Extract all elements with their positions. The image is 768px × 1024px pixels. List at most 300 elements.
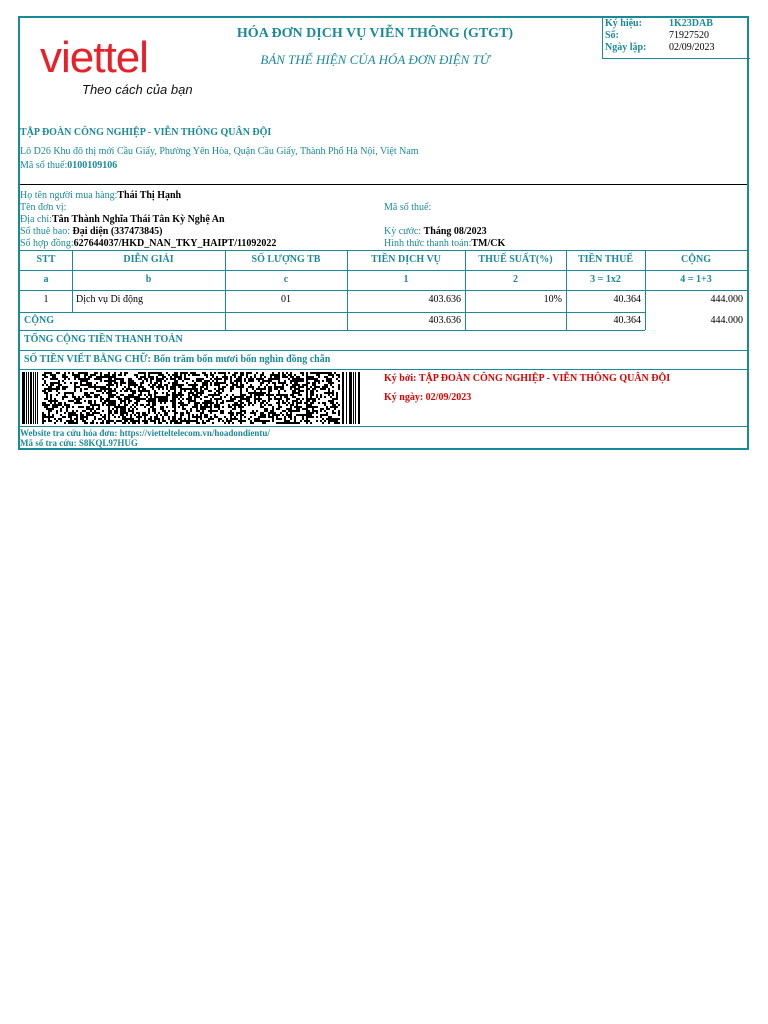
barcode-module <box>64 404 66 406</box>
buyer-contract-label: Số hợp đồng: <box>20 238 74 249</box>
barcode-module <box>192 416 194 418</box>
barcode-module <box>118 398 120 400</box>
barcode-module <box>110 400 112 402</box>
barcode-module <box>252 422 254 424</box>
barcode-module <box>94 418 96 420</box>
barcode-module <box>264 410 266 412</box>
barcode-module <box>336 378 338 380</box>
barcode-module <box>192 384 194 386</box>
barcode-module <box>276 418 278 420</box>
barcode-module <box>50 394 52 396</box>
barcode-module <box>116 410 118 412</box>
barcode-module <box>250 412 252 414</box>
barcode-module <box>242 394 244 396</box>
barcode-module <box>122 378 124 380</box>
barcode-module <box>68 400 70 402</box>
barcode-module <box>290 374 292 376</box>
barcode-module <box>104 386 106 388</box>
barcode-module <box>48 414 50 416</box>
barcode-module <box>282 410 284 412</box>
barcode-module <box>64 388 66 390</box>
barcode-module <box>54 378 56 380</box>
barcode-module <box>46 396 48 398</box>
barcode-module <box>314 386 316 388</box>
barcode-module <box>292 380 294 382</box>
barcode-module <box>86 384 88 386</box>
barcode-module <box>338 404 340 406</box>
barcode-module <box>264 408 266 410</box>
barcode-module <box>146 422 148 424</box>
barcode-module <box>90 408 92 410</box>
barcode-module <box>166 384 168 386</box>
barcode-module <box>246 398 248 400</box>
barcode-module <box>218 408 220 410</box>
barcode-module <box>290 410 292 412</box>
barcode-module <box>302 386 304 388</box>
barcode-module <box>72 400 74 402</box>
barcode-module <box>110 380 112 382</box>
barcode-module <box>332 382 334 384</box>
barcode-module <box>142 390 144 392</box>
barcode-module <box>254 390 256 392</box>
barcode-module <box>172 398 174 400</box>
barcode-module <box>44 380 46 382</box>
barcode-module <box>92 386 94 388</box>
barcode-module <box>48 390 50 392</box>
barcode-module <box>108 372 110 424</box>
barcode-module <box>74 388 76 390</box>
barcode-module <box>208 418 210 420</box>
barcode-module <box>158 412 160 414</box>
barcode-module <box>202 422 204 424</box>
barcode-module <box>196 414 198 416</box>
barcode-module <box>94 402 96 404</box>
barcode-module <box>122 380 124 382</box>
barcode-module <box>232 404 234 406</box>
barcode-module <box>140 384 142 386</box>
barcode-module <box>68 378 70 380</box>
barcode-module <box>190 408 192 410</box>
barcode-module <box>228 412 230 414</box>
barcode-module <box>60 420 62 422</box>
barcode-module <box>78 402 80 404</box>
barcode-module <box>164 400 166 402</box>
barcode-module <box>140 386 142 388</box>
barcode-module <box>92 406 94 408</box>
barcode-module <box>132 392 134 394</box>
barcode-module <box>154 416 156 418</box>
barcode-module <box>358 372 360 424</box>
barcode-module <box>218 404 220 406</box>
barcode-module <box>138 418 140 420</box>
barcode-module <box>50 372 52 374</box>
barcode-module <box>212 418 214 420</box>
barcode-module <box>194 384 196 386</box>
barcode-module <box>124 386 126 388</box>
barcode-module <box>196 394 198 396</box>
barcode-module <box>136 416 138 418</box>
barcode-module <box>280 398 282 400</box>
barcode-module <box>106 384 108 386</box>
barcode-module <box>74 418 76 420</box>
barcode-module <box>280 422 282 424</box>
barcode-module <box>272 372 274 374</box>
barcode-module <box>150 416 152 418</box>
barcode-module <box>326 392 328 394</box>
barcode-module <box>290 382 292 384</box>
barcode-module <box>272 406 274 408</box>
barcode-module <box>74 414 76 416</box>
barcode-module <box>84 374 86 376</box>
barcode-module <box>270 390 272 392</box>
barcode-module <box>248 418 250 420</box>
barcode-module <box>120 380 122 382</box>
barcode-module <box>74 386 76 388</box>
barcode-module <box>214 416 216 418</box>
barcode-module <box>298 390 300 392</box>
barcode-module <box>296 376 298 378</box>
barcode-module <box>230 378 232 380</box>
barcode-module <box>262 400 264 402</box>
barcode-module <box>274 382 276 384</box>
buyer-address-value: Tân Thành Nghĩa Thái Tân Kỳ Nghệ An <box>51 214 225 225</box>
barcode-module <box>44 406 46 408</box>
barcode-module <box>158 398 160 400</box>
barcode-module <box>218 390 220 392</box>
barcode-module <box>154 404 156 406</box>
barcode-module <box>54 418 56 420</box>
barcode-module <box>224 422 226 424</box>
barcode-module <box>120 382 122 384</box>
barcode-module <box>334 408 336 410</box>
barcode-module <box>112 374 114 376</box>
barcode-module <box>310 390 312 392</box>
barcode-module <box>314 372 316 374</box>
barcode-module <box>82 372 84 374</box>
barcode-module <box>210 410 212 412</box>
barcode-module <box>74 378 76 380</box>
separator-line <box>20 184 747 185</box>
barcode-module <box>162 406 164 408</box>
barcode-module <box>146 420 148 422</box>
barcode-module <box>68 412 70 414</box>
barcode-module <box>52 408 54 410</box>
barcode-module <box>168 374 170 376</box>
barcode-module <box>230 414 232 416</box>
barcode-module <box>292 386 294 388</box>
barcode-module <box>136 400 138 402</box>
barcode-module <box>328 374 330 376</box>
barcode-module <box>148 412 150 414</box>
barcode-module <box>202 378 204 380</box>
barcode-module <box>310 406 312 408</box>
barcode-module <box>76 386 78 388</box>
barcode-module <box>304 384 306 386</box>
lookup-website-link[interactable]: https://vietteltelecom.vn/hoadondientu/ <box>119 428 270 438</box>
barcode-module <box>114 410 116 412</box>
barcode-module <box>80 388 82 390</box>
barcode-module <box>76 400 78 402</box>
barcode-module <box>48 400 50 402</box>
barcode-module <box>260 390 262 392</box>
barcode-module <box>200 398 202 400</box>
barcode-module <box>172 400 174 402</box>
barcode-module <box>212 396 214 398</box>
barcode-module <box>132 384 134 386</box>
barcode-module <box>94 410 96 412</box>
barcode-module <box>232 418 234 420</box>
buyer-payment-row <box>384 238 505 250</box>
barcode-module <box>148 374 150 376</box>
barcode-module <box>355 372 356 424</box>
barcode-module <box>236 402 238 404</box>
barcode-module <box>124 408 126 410</box>
barcode-module <box>248 396 250 398</box>
barcode-module <box>284 396 286 398</box>
barcode-module <box>268 398 270 400</box>
barcode-module <box>332 406 334 408</box>
barcode-module <box>234 374 236 376</box>
barcode-module <box>248 398 250 400</box>
barcode-module <box>48 388 50 390</box>
barcode-module <box>194 374 196 376</box>
barcode-module <box>324 402 326 404</box>
code-service-amount: 1 <box>403 274 409 285</box>
barcode-module <box>84 410 86 412</box>
barcode-module <box>178 386 180 388</box>
barcode-module <box>164 376 166 378</box>
barcode-module <box>84 400 86 402</box>
barcode-module <box>90 384 92 386</box>
buyer-name-value: Thái Thị Hạnh <box>117 190 182 201</box>
barcode-module <box>138 422 140 424</box>
barcode-module <box>294 400 296 402</box>
barcode-module <box>310 412 312 414</box>
barcode-module <box>130 390 132 392</box>
barcode-module <box>278 422 280 424</box>
barcode-module <box>312 398 314 400</box>
barcode-module <box>190 388 192 390</box>
buyer-unit-label: Tên đơn vị: <box>20 202 67 213</box>
barcode-module <box>88 378 90 380</box>
barcode-module <box>310 416 312 418</box>
barcode-module <box>196 402 198 404</box>
barcode-module <box>236 418 238 420</box>
signed-date-row <box>384 392 471 404</box>
barcode-module <box>342 372 344 424</box>
barcode-module <box>332 374 334 376</box>
barcode-module <box>70 382 72 384</box>
barcode-module <box>100 396 102 398</box>
barcode-module <box>150 396 152 398</box>
barcode-module <box>238 396 240 398</box>
barcode-module <box>276 388 278 390</box>
barcode-module <box>46 394 48 396</box>
barcode-module <box>124 412 126 414</box>
barcode-module <box>214 384 216 386</box>
barcode-module <box>268 396 270 398</box>
barcode-module <box>188 416 190 418</box>
barcode-module <box>322 386 324 388</box>
barcode-module <box>296 378 298 380</box>
barcode-module <box>134 382 136 384</box>
barcode-module <box>180 392 182 394</box>
barcode-module <box>142 404 144 406</box>
barcode-module <box>50 378 52 380</box>
barcode-module <box>206 380 208 382</box>
barcode-module <box>180 386 182 388</box>
barcode-module <box>172 402 174 404</box>
barcode-module <box>278 390 280 392</box>
barcode-module <box>78 376 80 378</box>
barcode-module <box>158 400 160 402</box>
barcode-module <box>250 420 252 422</box>
barcode-module <box>232 382 234 384</box>
barcode-module <box>92 420 94 422</box>
barcode-module <box>326 412 328 414</box>
barcode-module <box>88 414 90 416</box>
barcode-module <box>152 386 154 388</box>
barcode-module <box>278 376 280 378</box>
barcode-module <box>152 408 154 410</box>
barcode-module <box>260 404 262 406</box>
barcode-module <box>258 400 260 402</box>
barcode-module <box>122 388 124 390</box>
barcode-module <box>152 420 154 422</box>
barcode-module <box>138 388 140 390</box>
barcode-module <box>270 388 272 390</box>
barcode-module <box>162 396 164 398</box>
barcode-module <box>208 406 210 408</box>
barcode-module <box>270 412 272 414</box>
barcode-module <box>184 388 186 390</box>
barcode-module <box>164 420 166 422</box>
barcode-module <box>234 396 236 398</box>
barcode-module <box>226 394 228 396</box>
barcode-module <box>120 394 122 396</box>
barcode-module <box>216 380 218 382</box>
barcode-module <box>138 386 140 388</box>
barcode-module <box>204 382 206 384</box>
barcode-module <box>164 396 166 398</box>
invoice-document <box>18 16 749 450</box>
barcode-module <box>326 384 328 386</box>
barcode-module <box>286 396 288 398</box>
buyer-payment-value: TM/CK <box>471 238 506 249</box>
barcode-module <box>204 384 206 386</box>
barcode-module <box>242 374 244 376</box>
barcode-module <box>114 400 116 402</box>
barcode-module <box>212 394 214 396</box>
barcode-module <box>102 416 104 418</box>
barcode-module <box>132 408 134 410</box>
barcode-module <box>226 384 228 386</box>
barcode-module <box>42 416 44 418</box>
barcode-module <box>72 410 74 412</box>
barcode-module <box>56 400 58 402</box>
sum-tax-amount: 40.364 <box>613 315 641 326</box>
barcode-module <box>234 380 236 382</box>
barcode-module <box>276 398 278 400</box>
barcode-module <box>94 412 96 414</box>
barcode-module <box>154 400 156 402</box>
meta-number-label: Số: <box>605 30 619 41</box>
barcode-module <box>136 408 138 410</box>
barcode-module <box>200 406 202 408</box>
barcode-module <box>128 378 130 380</box>
barcode-module <box>120 410 122 412</box>
barcode-module <box>266 408 268 410</box>
barcode-module <box>332 392 334 394</box>
barcode-module <box>252 386 254 388</box>
barcode-module <box>204 414 206 416</box>
barcode-module <box>338 422 340 424</box>
barcode-module <box>262 392 264 394</box>
barcode-module <box>188 414 190 416</box>
barcode-module <box>214 372 216 374</box>
barcode-module <box>216 410 218 412</box>
barcode-module <box>328 390 330 392</box>
seller-name: TẬP ĐOÀN CÔNG NGHIỆP - VIỄN THÔNG QUÂN ĐỘI <box>20 127 272 138</box>
code-tax-rate: 2 <box>513 274 518 285</box>
barcode-module <box>84 416 86 418</box>
barcode-module <box>270 386 272 388</box>
barcode-module <box>294 384 296 386</box>
barcode-module <box>102 410 104 412</box>
barcode-module <box>86 380 88 382</box>
barcode-module <box>254 418 256 420</box>
barcode-module <box>308 416 310 418</box>
barcode-module <box>264 414 266 416</box>
barcode-module <box>136 396 138 398</box>
barcode-module <box>74 402 76 404</box>
barcode-module <box>158 396 160 398</box>
barcode-module <box>216 398 218 400</box>
barcode-module <box>142 372 144 374</box>
barcode-module <box>44 372 46 374</box>
barcode-module <box>88 394 90 396</box>
barcode-module <box>120 378 122 380</box>
barcode-module <box>270 380 272 382</box>
barcode-module <box>316 416 318 418</box>
barcode-module <box>260 406 262 408</box>
barcode-module <box>64 392 66 394</box>
barcode-module <box>100 372 102 374</box>
barcode-module <box>274 412 276 414</box>
barcode-module <box>216 378 218 380</box>
barcode-module <box>130 388 132 390</box>
barcode-module <box>278 392 280 394</box>
barcode-module <box>76 416 78 418</box>
barcode-module <box>184 404 186 406</box>
barcode-module <box>56 410 58 412</box>
barcode-module <box>74 398 76 400</box>
buyer-contract-value: 627644037/HKD_NAN_TKY_HAIPT/11092022 <box>73 238 277 249</box>
barcode-module <box>152 400 154 402</box>
barcode-module <box>164 398 166 400</box>
barcode-module <box>296 410 298 412</box>
barcode-module <box>90 410 92 412</box>
barcode-module <box>62 396 64 398</box>
barcode-module <box>272 416 274 418</box>
barcode-module <box>270 394 272 396</box>
barcode-module <box>200 378 202 380</box>
barcode-module <box>353 372 354 424</box>
barcode-module <box>42 414 44 416</box>
barcode-module <box>74 384 76 386</box>
barcode-module <box>210 400 212 402</box>
barcode-module <box>46 372 48 374</box>
